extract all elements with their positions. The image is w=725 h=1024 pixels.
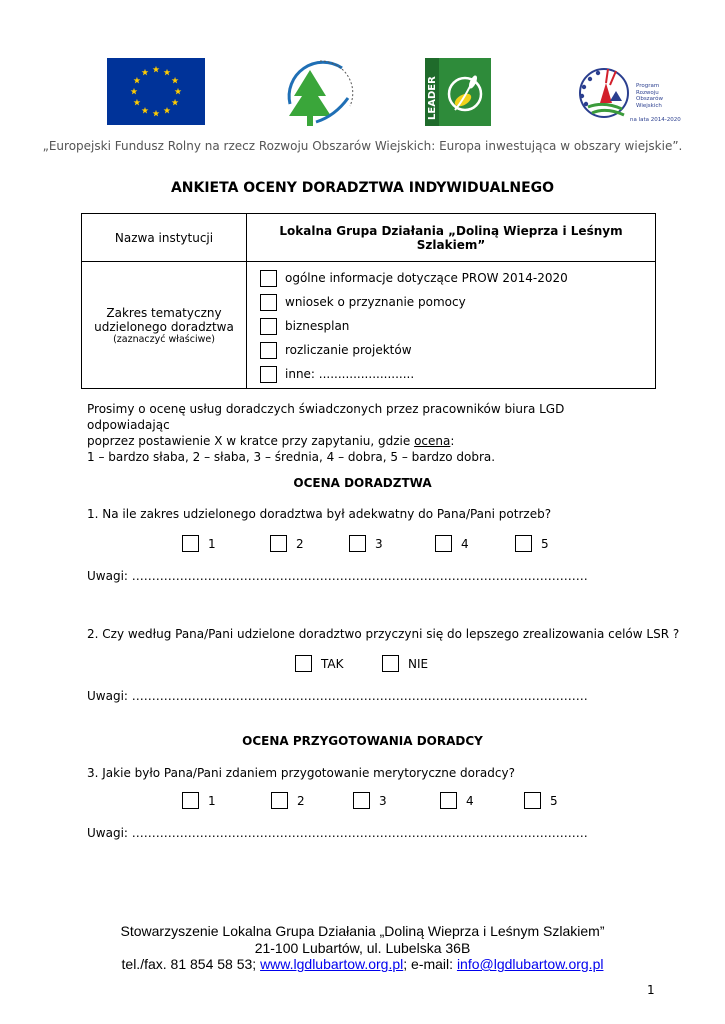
q2-remarks[interactable]: Uwagi: …………………………………………………………………………………………………… — [87, 689, 588, 703]
scope-label-line: Zakres tematyczny — [106, 305, 222, 320]
checkbox[interactable] — [440, 792, 457, 809]
q3-option-label: 3 — [379, 793, 387, 808]
q1-option[interactable] — [349, 535, 383, 552]
rating-scale: 1 – bardzo słaba, 2 – słaba, 3 – średnia, 4 – dobra, 5 – bardzo dobra. — [87, 450, 496, 464]
checkbox[interactable] — [260, 318, 277, 335]
prow-logo-line: Program — [636, 83, 660, 89]
scope-option[interactable] — [247, 338, 655, 362]
institution-value: Lokalna Grupa Działania „Doliną Wieprza i Leśnym Szlakiem” — [247, 214, 656, 262]
checkbox[interactable] — [260, 270, 277, 287]
footer-email-prefix: ; e-mail: — [403, 956, 457, 972]
section-heading-advice: OCENA DORADZTWA — [293, 476, 432, 490]
checkbox[interactable] — [270, 535, 287, 552]
q3-option[interactable] — [353, 792, 387, 809]
q1-option-label: 2 — [296, 536, 304, 551]
scope-option[interactable] — [247, 314, 655, 338]
instructions-text: poprzez postawienie X w kratce przy zapytaniu, gdzie — [87, 434, 415, 448]
rating-term: ocena — [414, 434, 451, 448]
q2-option[interactable] — [382, 655, 428, 672]
checkbox[interactable] — [435, 535, 452, 552]
document-title: ANKIETA OCENY DORADZTWA INDYWIDUALNEGO — [170, 180, 555, 196]
page-number: 1 — [647, 983, 655, 997]
footer-website-link[interactable]: www.lgdlubartow.org.pl — [260, 956, 404, 972]
scope-options — [247, 262, 656, 389]
scope-option[interactable] — [247, 266, 655, 290]
q3-option-label: 1 — [208, 793, 216, 808]
checkbox[interactable] — [524, 792, 541, 809]
footer-email-link[interactable]: info@lgdlubartow.org.pl — [456, 956, 604, 972]
scope-option-label: wniosek o przyznanie pomocy — [285, 295, 466, 309]
q3-option[interactable] — [524, 792, 558, 809]
q1-option[interactable] — [270, 535, 304, 552]
scope-option[interactable] — [247, 362, 655, 386]
leader-logo-icon — [425, 58, 491, 126]
eu-flag-icon — [107, 58, 205, 125]
instructions-line: Prosimy o ocenę usług doradczych świadczonych przez pracowników biura LGD odpowiadając — [87, 402, 565, 432]
prow-logo-line: Rozwoju — [636, 89, 659, 96]
q2-option-label: NIE — [408, 656, 429, 671]
checkbox[interactable] — [295, 655, 312, 672]
checkbox[interactable] — [260, 342, 277, 359]
checkbox[interactable] — [515, 535, 532, 552]
institution-label: Nazwa instytucji — [82, 214, 247, 262]
q3-option[interactable] — [271, 792, 305, 809]
scope-option-label: rozliczanie projektów — [285, 343, 412, 357]
q1-remarks[interactable]: Uwagi: …………………………………………………………………………………………………… — [87, 569, 588, 583]
q1-option[interactable] — [182, 535, 216, 552]
q3-remarks[interactable]: Uwagi: …………………………………………………………………………………………………… — [87, 826, 588, 840]
question-2-text: 2. Czy według Pana/Pani udzielone doradztwo przyczyni się do lepszego zrealizowania celów LSR ? — [87, 627, 680, 641]
q2-option-label: TAK — [321, 656, 344, 671]
lgd-tree-logo-icon — [280, 56, 355, 132]
footer-contact — [0, 956, 725, 973]
scope-option-label: inne: ......................... — [285, 367, 415, 381]
scope-note: (zaznaczyć właściwe) — [113, 333, 215, 345]
q3-option[interactable] — [440, 792, 474, 809]
q1-option-label: 5 — [541, 536, 549, 551]
instructions-line — [87, 433, 647, 449]
checkbox[interactable] — [260, 366, 277, 383]
q3-option[interactable] — [182, 792, 216, 809]
scope-label — [82, 262, 247, 389]
prow-logo-line: Wiejskich — [636, 102, 662, 109]
q3-option-label: 4 — [466, 793, 474, 808]
instructions-text: : — [450, 434, 455, 448]
q3-option-label: 5 — [550, 793, 558, 808]
checkbox[interactable] — [349, 535, 366, 552]
prow-logo-line: Obszarów — [636, 96, 663, 102]
footer-organization: Stowarzyszenie Lokalna Grupa Działania „Doliną Wieprza i Leśnym Szlakiem” — [120, 923, 605, 939]
q1-option[interactable] — [515, 535, 549, 552]
q1-option-label: 4 — [461, 536, 469, 551]
q1-option-label: 1 — [208, 536, 216, 551]
scope-option-label: ogólne informacje dotyczące PROW 2014-2020 — [285, 271, 568, 285]
prow-logo-line: na lata 2014-2020 — [630, 117, 681, 123]
checkbox[interactable] — [182, 535, 199, 552]
question-3-text: 3. Jakie było Pana/Pani zdaniem przygotowanie merytoryczne doradcy? — [87, 766, 515, 780]
question-1-text: 1. Na ile zakres udzielonego doradztwa był adekwatny do Pana/Pani potrzeb? — [87, 507, 552, 521]
checkbox[interactable] — [382, 655, 399, 672]
scope-option-label: biznesplan — [285, 319, 350, 333]
footer-phone: tel./fax. 81 854 58 53; — [121, 956, 261, 972]
checkbox[interactable] — [271, 792, 288, 809]
q2-option[interactable] — [295, 655, 343, 672]
svg-text:LEADER: LEADER — [427, 76, 438, 120]
checkbox[interactable] — [182, 792, 199, 809]
prow-logo-icon — [570, 63, 681, 125]
header-motto: „Europejski Fundusz Rolny na rzecz Rozwoju Obszarów Wiejskich: Europa inwestująca w obszary wiejskie”. — [42, 139, 683, 153]
instructions — [87, 401, 647, 465]
checkbox[interactable] — [260, 294, 277, 311]
footer-address: 21-100 Lubartów, ul. Lubelska 36B — [254, 939, 471, 956]
q1-option-label: 3 — [375, 536, 383, 551]
footer — [0, 923, 725, 973]
info-table — [81, 213, 656, 389]
section-heading-advisor: OCENA PRZYGOTOWANIA DORADCY — [242, 734, 483, 748]
q3-option-label: 2 — [297, 793, 305, 808]
scope-label-line: udzielonego doradztwa — [94, 319, 234, 334]
scope-option[interactable] — [247, 290, 655, 314]
checkbox[interactable] — [353, 792, 370, 809]
q1-option[interactable] — [435, 535, 469, 552]
